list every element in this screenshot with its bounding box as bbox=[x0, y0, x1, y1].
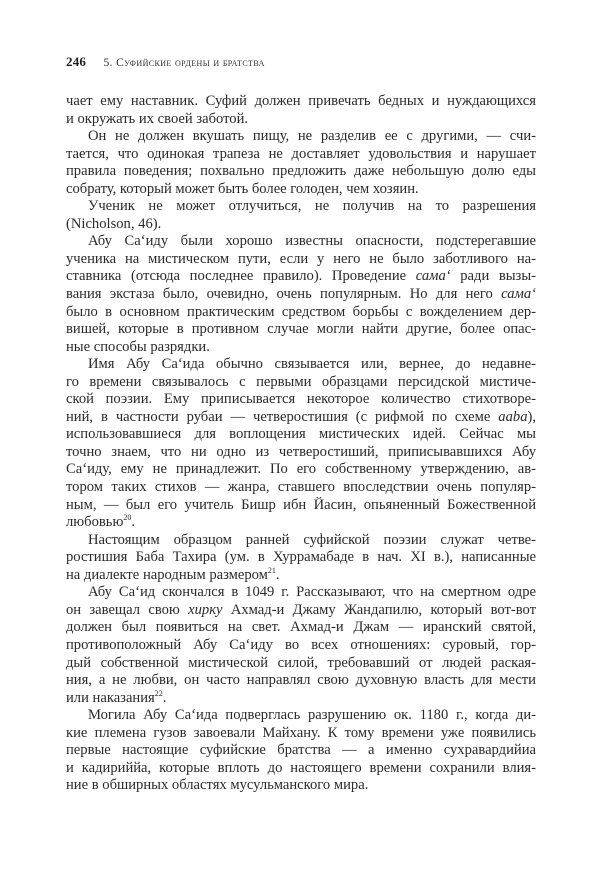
text-run: чает ему наставник. Суфий должен привечать бедных и нуждающихся bbox=[66, 93, 536, 109]
text-line bbox=[66, 461, 536, 479]
footnote-ref: 22 bbox=[154, 689, 163, 698]
text-line bbox=[66, 304, 536, 322]
text-run: было в основном практическим средством борьбы с вожделением дер- bbox=[66, 303, 536, 320]
text-line bbox=[66, 760, 536, 778]
text-run: кие племена гузов завоевали Майхану. К тому времени уже появились bbox=[66, 724, 536, 741]
text-line bbox=[66, 655, 536, 673]
text-line bbox=[66, 707, 536, 725]
text-run: дый собственной мистической силой, требовавший от людей раская- bbox=[66, 654, 536, 671]
text-line bbox=[66, 672, 536, 690]
paragraph bbox=[66, 707, 536, 795]
text-run: . bbox=[275, 566, 280, 583]
text-run: вишей, которые в противном случае могли найти другие, более опас- bbox=[66, 321, 536, 338]
text-run: ской поэзии. Ему приписывается некоторое количество стихотворе- bbox=[66, 391, 536, 408]
text-run: любовью bbox=[66, 514, 124, 531]
footnote-ref: 21 bbox=[267, 566, 276, 575]
text-line bbox=[66, 479, 536, 497]
text-run: ради вызы- bbox=[450, 268, 536, 285]
text-line bbox=[66, 339, 536, 357]
footnote-ref: 20 bbox=[123, 514, 132, 523]
text-run: (Nicholson, 46). bbox=[66, 215, 162, 232]
text-run: ния, а не любви, он часто направлял свою духовную власть для мести bbox=[66, 672, 536, 689]
text-run: на диалекте народным размером bbox=[66, 566, 268, 583]
text-line bbox=[66, 233, 536, 251]
italic-term: сама‘ bbox=[501, 286, 536, 303]
paragraph bbox=[66, 584, 536, 707]
text-run: и кадириййа, которые вплоть до настоящего времени сохранили влия- bbox=[66, 759, 536, 776]
text-run: и окружать их своей заботой. bbox=[66, 110, 249, 127]
paragraph bbox=[66, 356, 536, 531]
text-line bbox=[66, 602, 536, 620]
text-run: ные способы разрядки. bbox=[66, 338, 210, 355]
text-line bbox=[66, 777, 536, 795]
text-run: собрату, который может быть более голоден, чем хозяин. bbox=[66, 180, 419, 197]
text-line bbox=[66, 198, 536, 216]
text-line bbox=[66, 356, 536, 374]
text-run: первые настоящие суфийские братства — а именно сухравардийиа bbox=[66, 742, 536, 759]
text-run: вания экстаза было, очевидно, очень популярным. Но для него bbox=[66, 286, 502, 303]
text-line bbox=[66, 268, 536, 286]
text-run: . bbox=[162, 689, 167, 706]
text-line bbox=[66, 391, 536, 409]
text-run: должен был появиться на свет. Ахмад-и Джам — иранский святой, bbox=[66, 619, 536, 636]
text-run: Абу Са‘ид скончался в 1049 г. Рассказывают, что на смертном одре bbox=[88, 584, 536, 601]
text-run: противоположный Абу Са‘иду во всех отношениях: суровый, гор- bbox=[66, 636, 536, 653]
text-run: ростишия Баба Тахира (ум. в Хуррамабаде в нач. XI в.), написанные bbox=[66, 549, 536, 566]
text-run: Ученик не может отлучиться, не получив на то разрешения bbox=[88, 198, 536, 215]
text-run: го времени связывалось с первыми образцами персидской мистиче- bbox=[66, 373, 536, 390]
text-run: ученика на мистическом пути, если у него не было заботливого на- bbox=[66, 250, 536, 267]
text-line bbox=[66, 111, 536, 129]
paragraph bbox=[66, 233, 536, 356]
text-run: Он не должен вкушать пищу, не разделив ее с другими, — счи- bbox=[88, 128, 536, 145]
text-run: Настоящим образцом ранней суфийской поэзии служат четве- bbox=[88, 531, 536, 548]
text-run: ние в обширных областях мусульманского мира. bbox=[66, 777, 369, 794]
text-line bbox=[66, 584, 536, 602]
text-line bbox=[66, 163, 536, 181]
text-line bbox=[66, 146, 536, 164]
text-run: Могила Абу Са‘ида подверглась разрушению ок. 1180 г., когда ди- bbox=[88, 707, 536, 724]
text-run: ным, — был его учитель Бишр ибн Йасин, опьяненный Божественной bbox=[66, 496, 536, 513]
text-run: ставника (отсюда последнее правило). Проведение bbox=[66, 268, 416, 285]
page-number: 246 bbox=[66, 54, 87, 69]
text-run: он завещал свою bbox=[66, 601, 189, 618]
chapter-title: 5. Суфийские ордены и братства bbox=[103, 57, 265, 69]
text-line bbox=[66, 532, 536, 550]
text-run: ), bbox=[527, 408, 536, 425]
text-line bbox=[66, 742, 536, 760]
paragraph bbox=[66, 128, 536, 198]
text-line bbox=[66, 251, 536, 269]
paragraph bbox=[66, 198, 536, 233]
text-line bbox=[66, 216, 536, 234]
text-run: использовавшиеся для воплощения мистических идей. Сейчас мы bbox=[66, 426, 536, 443]
text-line bbox=[66, 374, 536, 392]
text-line bbox=[66, 497, 536, 515]
text-run: Ахмад-и Джаму Жандапилю, который вот-вот bbox=[222, 601, 536, 618]
text-line bbox=[66, 181, 536, 199]
text-line bbox=[66, 444, 536, 462]
text-line bbox=[66, 619, 536, 637]
text-line bbox=[66, 637, 536, 655]
italic-term: aaba bbox=[498, 408, 528, 425]
text-line bbox=[66, 409, 536, 427]
italic-term: сама‘ bbox=[415, 268, 451, 285]
paragraph bbox=[66, 93, 536, 128]
text-run: Са‘иду, ему не принадлежит. По его собственному утверждению, ав- bbox=[66, 461, 536, 478]
text-line bbox=[66, 725, 536, 743]
text-line bbox=[66, 690, 536, 708]
text-run: Абу Са‘иду были хорошо известны опасности, подстерегавшие bbox=[88, 233, 536, 250]
paragraph bbox=[66, 532, 536, 585]
text-run: тается, что одинокая трапеза не доставляет удовольствия и нарушает bbox=[66, 145, 536, 162]
text-line bbox=[66, 321, 536, 339]
italic-term: хирку bbox=[188, 601, 223, 618]
text-line bbox=[66, 128, 536, 146]
running-head bbox=[66, 54, 536, 70]
text-line bbox=[66, 549, 536, 567]
body-text bbox=[66, 93, 536, 795]
text-line bbox=[66, 286, 536, 304]
text-line bbox=[66, 514, 536, 532]
text-line bbox=[66, 93, 536, 111]
text-run: . bbox=[131, 514, 136, 531]
text-line bbox=[66, 567, 536, 585]
text-run: тором таких стихов — жанра, ставшего впоследствии очень популяр- bbox=[66, 479, 536, 496]
text-run: точно знаем, что ни одно из четверостиший, приписывавшихся Абу bbox=[66, 443, 536, 460]
text-run: ний, в частности рубаи — четверостишия (с рифмой по схеме bbox=[66, 408, 499, 425]
text-run: или наказания bbox=[66, 689, 155, 706]
text-run: Имя Абу Са‘ида обычно связывается или, вернее, до недавне- bbox=[88, 356, 536, 373]
text-line bbox=[66, 426, 536, 444]
text-run: правила поведения; похвально предложить даже небольшую долю еды bbox=[66, 163, 536, 180]
